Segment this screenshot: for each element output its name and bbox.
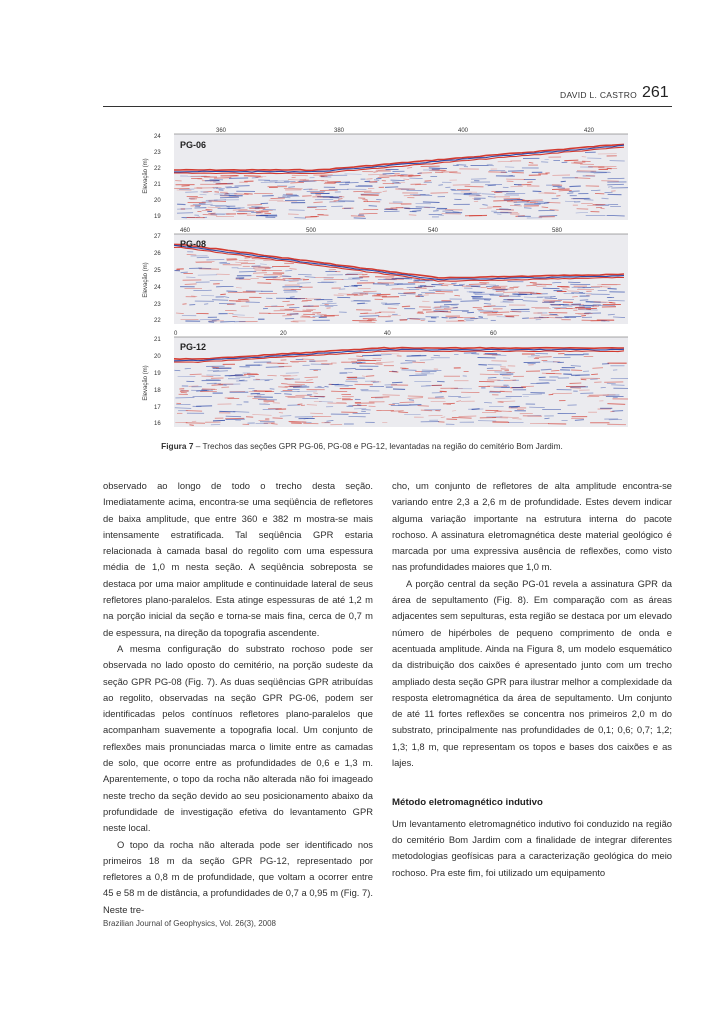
subsurface-reflector <box>578 310 597 311</box>
subsurface-reflector <box>285 379 291 380</box>
subsurface-reflector <box>539 216 557 217</box>
subsurface-reflector <box>305 217 317 218</box>
y-tick-label: 21 <box>154 337 161 343</box>
subsurface-reflector <box>459 416 477 417</box>
subsurface-reflector <box>580 393 593 394</box>
subsurface-reflector <box>294 218 306 219</box>
subsurface-reflector <box>362 355 381 356</box>
subsurface-reflector <box>469 284 487 285</box>
subsurface-reflector <box>212 385 223 386</box>
subsurface-reflector <box>488 185 496 186</box>
subsurface-reflector <box>609 303 615 304</box>
subsurface-reflector <box>264 277 278 278</box>
section-heading: Método eletromagnético indutivo <box>392 797 543 809</box>
subsurface-reflector <box>575 420 584 421</box>
subsurface-reflector <box>391 180 405 181</box>
subsurface-reflector <box>442 211 453 212</box>
y-tick-label: 19 <box>154 214 161 220</box>
y-tick-label: 21 <box>154 182 161 188</box>
y-axis-label: Elevação (m) <box>143 262 149 298</box>
subsurface-reflector <box>351 216 365 217</box>
subsurface-reflector <box>571 199 590 200</box>
subsurface-reflector <box>371 397 389 398</box>
subsurface-reflector <box>214 178 231 179</box>
subsurface-reflector <box>287 305 295 306</box>
subsurface-reflector <box>416 207 436 208</box>
subsurface-reflector <box>611 385 624 386</box>
subsurface-reflector <box>409 375 427 376</box>
header-rule <box>103 106 672 107</box>
subsurface-reflector <box>239 271 256 272</box>
subsurface-reflector <box>451 283 456 284</box>
right-column <box>392 478 672 881</box>
subsurface-reflector <box>284 394 292 395</box>
subsurface-reflector <box>545 298 558 299</box>
x-tick-label: 40 <box>384 331 391 337</box>
subsurface-reflector <box>345 183 359 184</box>
subsurface-reflector <box>580 300 588 301</box>
subsurface-reflector <box>592 368 603 369</box>
subsurface-reflector <box>235 377 250 378</box>
subsurface-reflector <box>356 356 363 357</box>
subsurface-reflector <box>313 202 322 203</box>
subsurface-reflector <box>181 392 187 393</box>
x-tick-label: 360 <box>216 128 227 134</box>
subsurface-reflector <box>435 397 444 398</box>
subsurface-reflector <box>302 316 311 317</box>
footer-citation: Brazilian Journal of Geophysics, Vol. 26(3), 2008 <box>103 919 276 928</box>
x-tick-label: 420 <box>584 128 595 134</box>
subsurface-reflector <box>436 291 454 292</box>
subsurface-reflector <box>423 202 440 203</box>
subsurface-reflector <box>512 172 524 173</box>
subsurface-reflector <box>602 198 609 199</box>
running-head: DAVID L. CASTRO <box>560 90 638 100</box>
subsurface-reflector <box>464 195 480 196</box>
subsurface-reflector <box>568 282 580 283</box>
subsurface-reflector <box>244 194 253 195</box>
subsurface-reflector <box>182 186 190 187</box>
subsurface-reflector <box>494 372 511 373</box>
subsurface-reflector <box>398 412 408 413</box>
subsurface-reflector <box>471 286 480 287</box>
subsurface-reflector <box>301 405 305 406</box>
subsurface-reflector <box>229 178 248 179</box>
subsurface-reflector <box>529 407 545 408</box>
subsurface-reflector <box>219 262 227 263</box>
subsurface-reflector <box>440 312 451 313</box>
subsurface-reflector <box>562 289 567 290</box>
subsurface-reflector <box>392 182 399 183</box>
subsurface-reflector <box>409 400 414 401</box>
subsurface-reflector <box>498 402 504 403</box>
subsurface-reflector <box>263 409 279 410</box>
subsurface-reflector <box>199 269 219 270</box>
subsurface-reflector <box>352 278 363 279</box>
subsurface-reflector <box>607 184 624 185</box>
subsurface-reflector <box>212 367 219 368</box>
subsurface-reflector <box>550 302 556 303</box>
subsurface-reflector <box>547 202 560 203</box>
subsurface-reflector <box>373 382 379 383</box>
y-axis-label: Elevação (m) <box>143 365 149 401</box>
y-tick-label: 24 <box>154 134 161 140</box>
subsurface-reflector <box>492 312 509 313</box>
subsurface-reflector <box>175 397 194 398</box>
subsurface-reflector <box>483 354 497 355</box>
caption-text: – Trechos das seções GPR PG-06, PG-08 e PG-12, levantadas na região do cemitério Bom Jardim. <box>193 441 563 451</box>
subsurface-reflector <box>416 288 427 289</box>
subsurface-reflector <box>496 291 505 292</box>
subsurface-reflector <box>182 304 186 305</box>
subsurface-reflector <box>503 378 510 379</box>
subsurface-reflector <box>244 176 261 177</box>
subsurface-reflector <box>293 311 311 312</box>
subsurface-reflector <box>591 374 598 375</box>
panel-label: PG-12 <box>180 342 207 352</box>
y-tick-label: 18 <box>154 388 161 394</box>
subsurface-reflector <box>245 258 251 259</box>
subsurface-reflector <box>298 404 303 405</box>
subsurface-reflector <box>484 306 495 307</box>
page-number: 261 <box>642 84 669 101</box>
paragraph: cho, um conjunto de refletores de alta amplitude encontra-se variando entre 2,3 a 2,6 m de profundidade. Estes devem indicar alguma variação importante na estrutura interna do pacote rochoso. A assinatura eletromagnética deste material geológico é marcada por uma expressiva ausência de reflexões, como visto nas profundidades maiores que 1,0 m. <box>392 480 672 573</box>
subsurface-reflector <box>353 191 371 192</box>
subsurface-reflector <box>465 186 484 187</box>
figure-7 <box>138 126 632 428</box>
subsurface-reflector <box>226 416 241 417</box>
x-tick-label: 460 <box>180 228 191 234</box>
subsurface-reflector <box>558 188 565 189</box>
subsurface-reflector <box>327 308 331 309</box>
subsurface-reflector <box>190 374 202 375</box>
subsurface-reflector <box>407 356 427 357</box>
subsurface-reflector <box>295 382 314 383</box>
panel-label: PG-06 <box>180 140 207 150</box>
subsurface-reflector <box>431 193 449 194</box>
subsurface-reflector <box>303 189 312 190</box>
y-tick-label: 24 <box>154 285 161 291</box>
subsurface-reflector <box>478 311 498 312</box>
subsurface-reflector <box>612 411 623 412</box>
subsurface-reflector <box>271 198 285 199</box>
subsurface-reflector <box>607 404 625 405</box>
x-tick-label: 0 <box>174 331 178 337</box>
subsurface-reflector <box>453 212 460 213</box>
subsurface-reflector <box>366 179 372 180</box>
paragraph: Um levantamento eletromagnético indutivo foi conduzido na região do cemitério Bom Jardim com a finalidade de integrar diferentes metodologias geofísicas para a caracterização geológica do meio rochoso. Pra este fim, foi utilizado um equipamento <box>392 817 672 878</box>
subsurface-reflector <box>221 387 229 388</box>
x-tick-labels <box>180 228 563 234</box>
subsurface-reflector <box>572 297 578 298</box>
subsurface-reflector <box>398 293 416 294</box>
subsurface-reflector <box>601 181 619 182</box>
subsurface-reflector <box>315 387 325 388</box>
subsurface-reflector <box>285 270 292 271</box>
subsurface-reflector <box>289 210 305 211</box>
subsurface-reflector <box>392 382 403 383</box>
subsurface-reflector <box>530 283 537 284</box>
subsurface-reflector <box>402 370 417 371</box>
subsurface-reflector <box>402 306 410 307</box>
y-tick-labels <box>154 337 161 427</box>
subsurface-reflector <box>313 393 318 394</box>
subsurface-reflector <box>533 284 552 285</box>
subsurface-reflector <box>252 399 266 400</box>
subsurface-reflector <box>569 191 580 192</box>
x-tick-label: 580 <box>552 228 563 234</box>
subsurface-reflector <box>312 313 321 314</box>
subsurface-reflector <box>360 313 368 314</box>
x-tick-labels <box>216 128 595 134</box>
y-tick-label: 23 <box>154 150 161 156</box>
gpr-panel-pg08 <box>138 226 632 326</box>
figure-caption <box>0 441 724 451</box>
subsurface-reflector <box>608 314 615 315</box>
subsurface-reflector <box>449 318 457 319</box>
subsurface-reflector <box>400 402 415 403</box>
subsurface-reflector <box>206 259 224 260</box>
subsurface-reflector <box>473 307 482 308</box>
y-tick-label: 20 <box>154 198 161 204</box>
subsurface-reflector <box>453 185 470 186</box>
subsurface-reflector <box>359 316 379 317</box>
subsurface-reflector <box>302 359 314 360</box>
subsurface-reflector <box>226 187 238 188</box>
subsurface-reflector <box>556 196 560 197</box>
subsurface-reflector <box>303 310 314 311</box>
subsurface-reflector <box>504 199 523 200</box>
left-column <box>103 478 373 918</box>
y-tick-labels <box>154 234 161 324</box>
subsurface-reflector <box>325 387 329 388</box>
subsurface-reflector <box>541 162 548 163</box>
x-tick-label: 20 <box>280 331 287 337</box>
subsurface-reflector <box>480 374 499 375</box>
y-axis-label: Elevação (m) <box>143 158 149 194</box>
y-tick-label: 23 <box>154 302 161 308</box>
x-tick-labels <box>174 331 497 337</box>
subsurface-reflector <box>202 376 214 377</box>
subsurface-reflector <box>571 293 585 294</box>
subsurface-reflector <box>299 181 317 182</box>
subsurface-reflector <box>451 189 456 190</box>
subsurface-reflector <box>219 303 236 304</box>
subsurface-reflector <box>284 280 302 281</box>
subsurface-reflector <box>266 279 286 280</box>
subsurface-reflector <box>444 304 459 305</box>
subsurface-reflector <box>526 285 536 286</box>
subsurface-reflector <box>487 288 506 289</box>
subsurface-reflector <box>354 218 366 219</box>
subsurface-reflector <box>569 186 580 187</box>
subsurface-reflector <box>185 192 198 193</box>
subsurface-reflector <box>572 287 585 288</box>
subsurface-reflector <box>608 289 617 290</box>
subsurface-reflector <box>186 411 202 412</box>
subsurface-reflector <box>493 200 513 201</box>
y-tick-label: 17 <box>154 405 161 411</box>
paragraph: A mesma configuração do substrato rochoso pode ser observada no lado oposto do cemitério, na porção sudeste da seção GPR PG-08 (Fig. 7). As duas seqüências GPR atribuídas ao regolito, observadas na seção GPR PG-06, podem ser identificadas pelos contínuos refletores plano-paralelos que acompanham suavemente a topografia local. Um conjunto de reflexões mais pronunciadas marca o limite entre as camadas de solo, que ocorre entre as profundidades de 0,6 e 1,3 m. Aparentemente, o topo da rocha não alterada não foi imageado neste trecho da seção devido ao seu posicionamento abaixo da profundidade de investigação efetiva do levantamento GPR neste local. <box>103 642 373 834</box>
x-tick-label: 500 <box>306 228 317 234</box>
subsurface-reflector <box>564 160 578 161</box>
subsurface-reflector <box>419 173 432 174</box>
subsurface-reflector <box>389 372 398 373</box>
subsurface-reflector <box>412 362 425 363</box>
subsurface-reflector <box>541 369 552 370</box>
subsurface-reflector <box>535 357 552 358</box>
subsurface-reflector <box>273 418 283 419</box>
y-tick-label: 25 <box>154 268 161 274</box>
y-tick-label: 22 <box>154 318 161 324</box>
subsurface-reflector <box>457 165 467 166</box>
subsurface-reflector <box>519 293 532 294</box>
y-tick-label: 19 <box>154 371 161 377</box>
paragraph: O topo da rocha não alterada pode ser identificado nos primeiros 18 m da seção GPR PG-12, representado por refletores a 0,8 m de profundidade, que voltam a ocorrer entre 45 e 58 m de distância, a profundidades de 0,7 a 0,95 m (Fig. 7). Neste tre- <box>103 838 373 915</box>
y-tick-label: 22 <box>154 166 161 172</box>
subsurface-reflector <box>220 294 226 295</box>
paragraph: A porção central da seção PG-01 revela a assinatura GPR da área de sepultamento (Fig. 8). Em comparação com as áreas adjacentes sem sepulturas, esta região se destaca por um elevado número de hipérboles de pequeno comprimento de onda e acentuada amplitude. Ainda na Figura 8, um modelo esquemático da distribuição dos caixões é apresentado junto com um trecho ampliado desta seção GPR para ilustrar melhor a complexidade da resposta eletromagnética da área de sepultamento. Um conjunto de até 11 fortes reflexões se concentra nos primeiros 2,0 m do substrato, principalmente nas profundidades de 0,1; 0,6; 0,7; 1,2; 1,3; 1,8 m, que representam os topos e bases dos caixões e as lajes. <box>392 577 672 769</box>
panel-label: PG-08 <box>180 239 207 249</box>
subsurface-reflector <box>412 211 421 212</box>
subsurface-reflector <box>480 312 493 313</box>
subsurface-reflector <box>256 213 263 214</box>
subsurface-reflector <box>279 413 283 414</box>
subsurface-reflector <box>551 371 559 372</box>
subsurface-reflector <box>177 213 193 214</box>
y-tick-label: 26 <box>154 251 161 257</box>
subsurface-reflector <box>460 301 479 302</box>
caption-label: Figura 7 <box>161 441 194 451</box>
subsurface-reflector <box>253 273 267 274</box>
subsurface-reflector <box>581 316 586 317</box>
subsurface-reflector <box>246 417 253 418</box>
subsurface-reflector <box>408 396 423 397</box>
paragraph: observado ao longo de todo o trecho desta seção. Imediatamente acima, encontra-se uma seqüência de refletores de baixa amplitude, que entre 360 e 382 m mostra-se mais intensamente estratificada. Tal seqüência GPR estaria relacionada à camada basal do regolito com uma espessura média de 1,0 m nesta seção. A seqüência sobreposta se destaca por uma maior amplitude e continuidade lateral de seus refletores plano-paralelos. Esta atinge espessuras de até 1,2 m na porção inicial da seção e torna-se mais fina, cerca de 0,7 m de espessura, na direção da topografia ascendente. <box>103 480 373 638</box>
subsurface-reflector <box>471 354 479 355</box>
subsurface-reflector <box>179 189 194 190</box>
subsurface-reflector <box>471 179 486 180</box>
subsurface-reflector <box>503 301 514 302</box>
subsurface-reflector <box>500 391 512 392</box>
subsurface-reflector <box>292 175 308 176</box>
subsurface-reflector <box>404 293 416 294</box>
subsurface-reflector <box>418 406 429 407</box>
subsurface-reflector <box>453 307 458 308</box>
subsurface-reflector <box>369 206 377 207</box>
subsurface-reflector <box>235 186 250 187</box>
x-tick-label: 380 <box>334 128 345 134</box>
subsurface-reflector <box>345 381 358 382</box>
y-tick-labels <box>154 134 161 220</box>
subsurface-reflector <box>383 173 395 174</box>
subsurface-reflector <box>220 197 239 198</box>
subsurface-reflector <box>248 376 255 377</box>
x-tick-label: 400 <box>458 128 469 134</box>
subsurface-reflector <box>366 376 374 377</box>
gpr-panel-pg06 <box>138 126 632 222</box>
subsurface-reflector <box>448 396 461 397</box>
subsurface-reflector <box>177 209 192 210</box>
y-tick-label: 20 <box>154 354 161 360</box>
subsurface-reflector <box>226 419 245 420</box>
x-tick-label: 60 <box>490 331 497 337</box>
subsurface-reflector <box>361 194 380 195</box>
y-tick-label: 16 <box>154 421 161 427</box>
subsurface-reflector <box>239 279 244 280</box>
subsurface-reflector <box>578 308 597 309</box>
subsurface-reflector <box>232 315 245 316</box>
subsurface-reflector <box>209 179 223 180</box>
gpr-panel-pg12 <box>138 329 632 429</box>
subsurface-reflector <box>443 403 455 404</box>
subsurface-reflector <box>264 181 278 182</box>
subsurface-reflector <box>429 168 447 169</box>
subsurface-reflector <box>543 288 560 289</box>
subsurface-reflector <box>408 176 420 177</box>
subsurface-reflector <box>421 410 432 411</box>
subsurface-reflector <box>181 272 188 273</box>
subsurface-reflector <box>362 410 371 411</box>
subsurface-reflector <box>383 395 400 396</box>
subsurface-reflector <box>209 201 227 202</box>
x-tick-label: 540 <box>428 228 439 234</box>
y-tick-label: 27 <box>154 234 161 240</box>
subsurface-reflector <box>337 297 350 298</box>
subsurface-reflector <box>189 425 193 426</box>
subsurface-reflector <box>213 420 225 421</box>
subsurface-reflector <box>211 214 225 215</box>
